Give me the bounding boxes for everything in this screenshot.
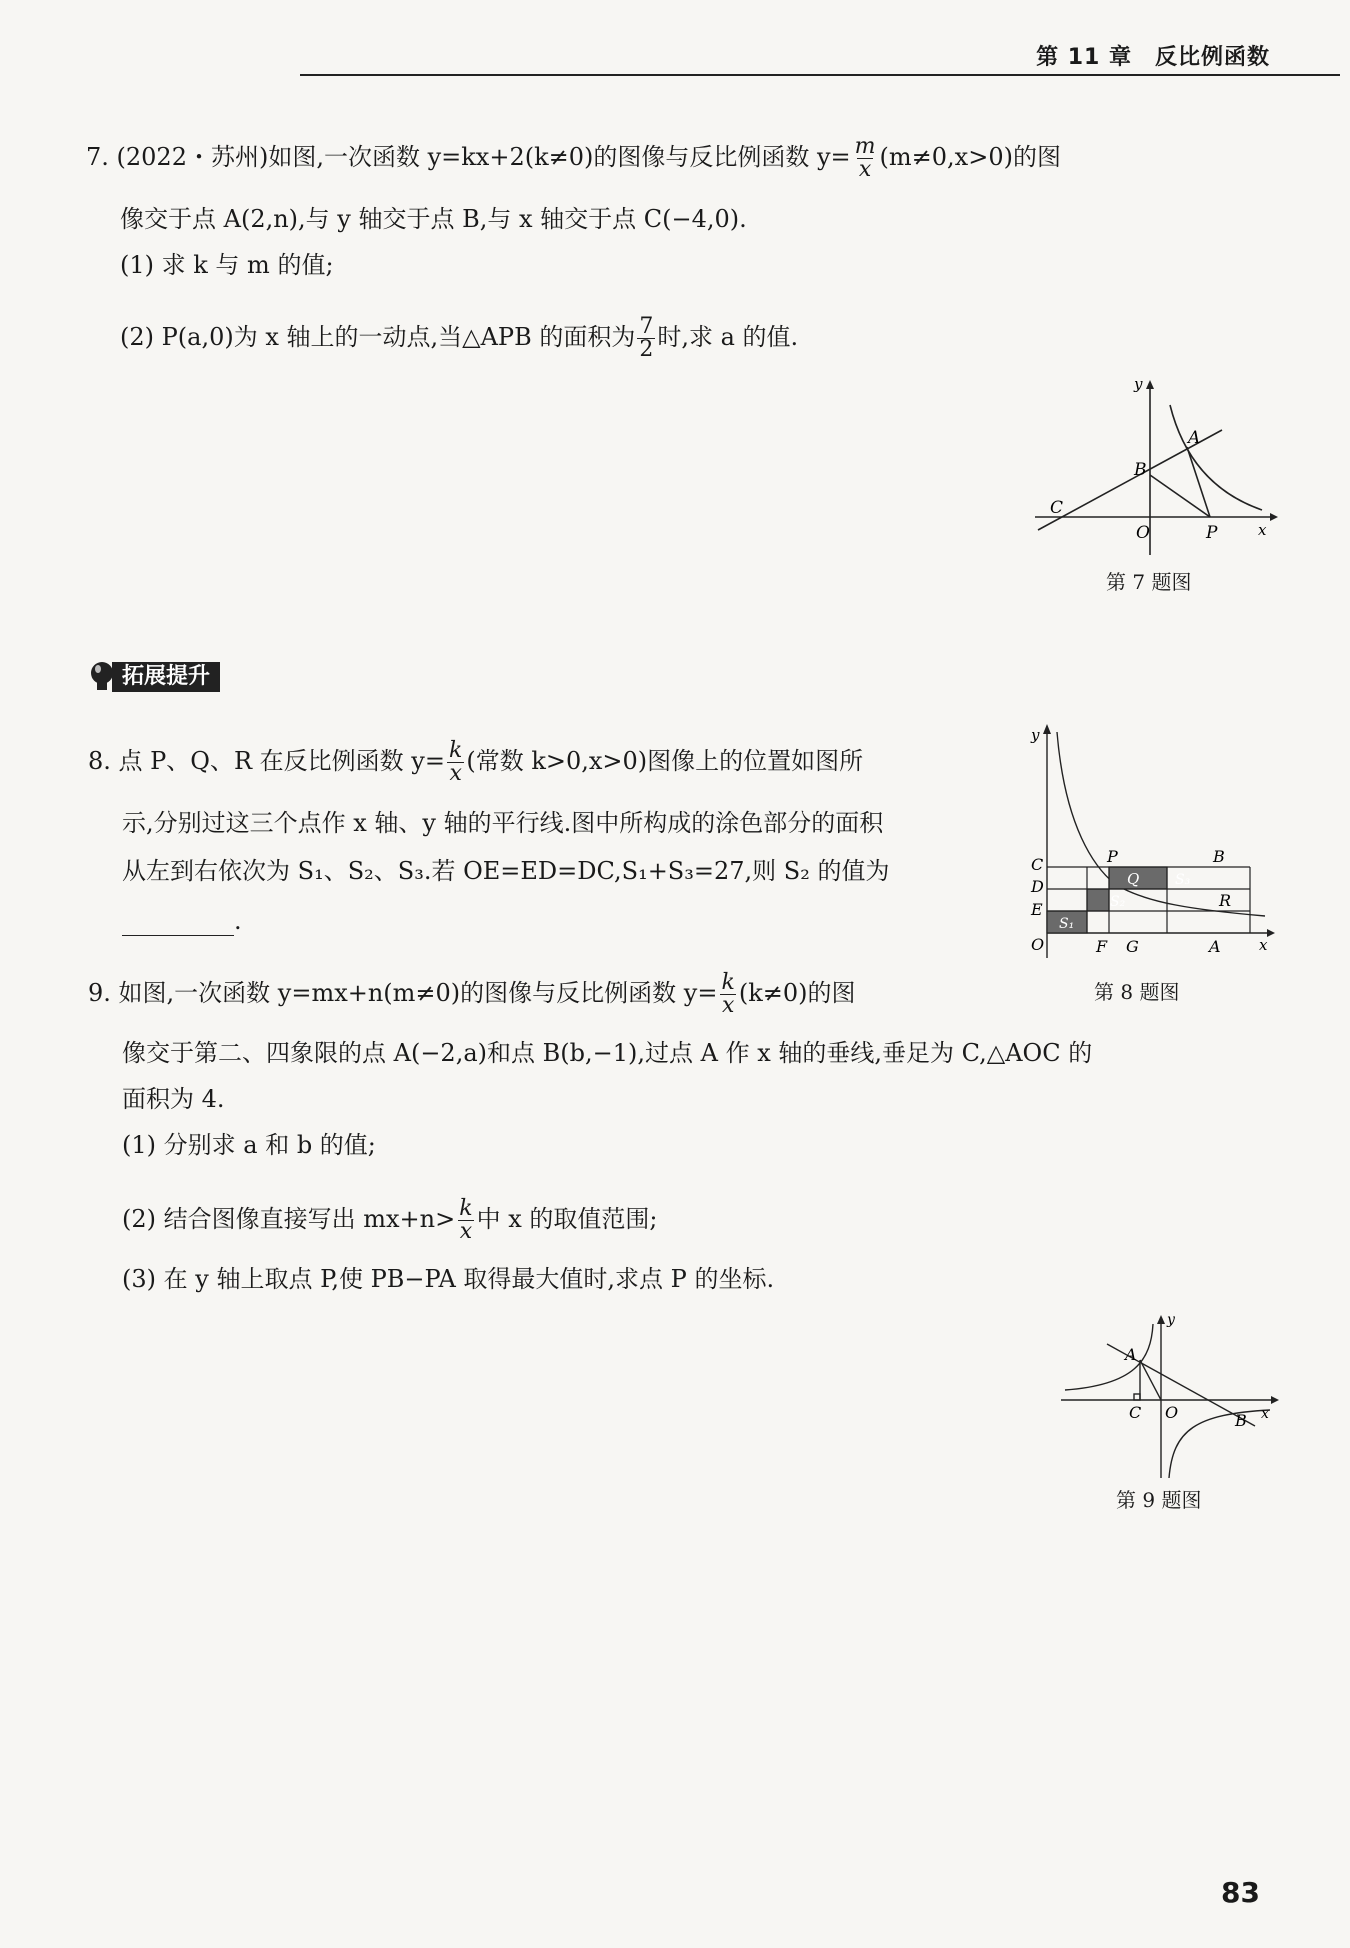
q7-label-o: O — [1136, 523, 1150, 543]
q8-label-y: y — [1031, 726, 1040, 744]
q9-figure — [1055, 1310, 1285, 1480]
q9-hyperbola-q4 — [1169, 1410, 1270, 1478]
q8-answer-blank[interactable] — [122, 913, 234, 936]
q7-part-2: (2) P(a,0)为 x 轴上的一动点,当△APB 的面积为 $\frac{7}{2}$ 时,求 a 的值. — [120, 314, 799, 362]
q8-label-a: A — [1209, 937, 1221, 956]
q7-figure — [1030, 375, 1280, 560]
q9-part-2: (2) 结合图像直接写出 mx+n> $\frac{k}{x}$ 中 x 的取值范围; — [122, 1196, 658, 1244]
chapter-header: 第 11 章 反比例函数 — [1036, 45, 1270, 70]
section-title: 拓展提升 — [112, 662, 220, 692]
q8-label-q: Q — [1127, 870, 1140, 888]
q9-caption: 第 9 题图 — [1116, 1488, 1202, 1512]
q8-label-s1: S₁ — [1059, 916, 1075, 932]
q9-label-o: O — [1165, 1403, 1179, 1422]
q8-label-c: C — [1031, 855, 1044, 874]
q7-label-b: B — [1134, 460, 1147, 480]
q7-y-arrow — [1146, 380, 1154, 389]
q8-caption: 第 8 题图 — [1094, 980, 1180, 1004]
q9-label-y: y — [1167, 1312, 1175, 1328]
q8-label-e: E — [1031, 900, 1043, 919]
q8-line-3: 从左到右依次为 S₁、S₂、S₃.若 OE=ED=DC,S₁+S₃=27,则 S₂ 的值为 — [122, 857, 890, 885]
q9-label-a: A — [1125, 1345, 1137, 1364]
q8-label-x: x — [1259, 936, 1268, 954]
q9-line-1: 9. 如图,一次函数 y=mx+n(m≠0)的图像与反比例函数 y= $\frac{k}{x}$ (k≠0)的图 — [88, 970, 856, 1018]
q8-label-b: B — [1213, 847, 1225, 866]
q8-label-s2: S₂ — [1110, 894, 1126, 910]
q9-part-1: (1) 分别求 a 和 b 的值; — [122, 1131, 376, 1159]
q8-label-g: G — [1126, 937, 1139, 956]
q7-segment-bp — [1150, 475, 1210, 517]
q7-label-x: x — [1258, 521, 1267, 539]
q8-line-1: 8. 点 P、Q、R 在反比例函数 y= $\frac{k}{x}$ (常数 k>0,x>0)图像上的位置如图所 — [88, 738, 864, 786]
q9-part-3: (3) 在 y 轴上取点 P,使 PB−PA 取得最大值时,求点 P 的坐标. — [122, 1265, 775, 1293]
q7-part-1: (1) 求 k 与 m 的值; — [120, 251, 334, 279]
q9-x-arrow — [1271, 1396, 1279, 1404]
q9-fraction-k-over-x: $\frac{k}{x}$ — [721, 970, 735, 1018]
q8-region-s2 — [1087, 889, 1109, 911]
q8-label-f: F — [1096, 937, 1108, 956]
section-badge — [88, 660, 220, 694]
q8-label-d: D — [1031, 877, 1044, 896]
header-rule — [300, 74, 1340, 76]
q9-label-b: B — [1235, 1411, 1247, 1430]
q9-line-2: 像交于第二、四象限的点 A(−2,a)和点 B(b,−1),过点 A 作 x 轴的垂线,垂足为 C,△AOC 的 — [122, 1039, 1093, 1067]
q9-segment-ao — [1140, 1360, 1161, 1400]
q9-fraction-k-over-x-2: $\frac{k}{x}$ — [459, 1196, 473, 1244]
q8-x-arrow — [1267, 929, 1275, 937]
q7-x-arrow — [1270, 513, 1278, 521]
q8-label-o: O — [1031, 935, 1045, 954]
q8-y-arrow — [1043, 724, 1051, 734]
q7-hyperbola — [1170, 405, 1262, 510]
q7-line-1: 7. (2022・苏州)如图,一次函数 y=kx+2(k≠0)的图像与反比例函数 y= $\frac{m}{x}$ (m≠0,x>0)的图 — [86, 134, 1061, 182]
q8-line-2: 示,分别过这三个点作 x 轴、y 轴的平行线.图中所构成的涂色部分的面积 — [122, 809, 884, 837]
q7-segment-ap — [1187, 447, 1210, 517]
q7-label-a: A — [1188, 428, 1201, 448]
q8-label-r: R — [1219, 891, 1232, 910]
q7-label-y: y — [1134, 375, 1143, 393]
q7-fraction-7-over-2: $\frac{7}{2}$ — [639, 314, 654, 362]
page-number: 83 — [1221, 1876, 1260, 1909]
q8-label-p: P — [1107, 847, 1118, 866]
q9-label-x: x — [1261, 1406, 1269, 1422]
q9-line-3: 面积为 4. — [122, 1085, 225, 1113]
q8-figure — [1025, 718, 1275, 958]
q7-label-c: C — [1050, 498, 1064, 518]
q9-y-arrow — [1157, 1315, 1165, 1324]
q7-caption: 第 7 题图 — [1106, 570, 1192, 594]
q7-label-p: P — [1206, 523, 1218, 543]
q7-fraction-m-over-x: $\frac{m}{x}$ — [854, 134, 876, 182]
q9-label-c: C — [1129, 1403, 1142, 1422]
q8-fraction-k-over-x: $\frac{k}{x}$ — [448, 738, 463, 786]
q7-line-2: 像交于点 A(2,n),与 y 轴交于点 B,与 x 轴交于点 C(−4,0). — [120, 205, 747, 233]
q9-right-angle-mark — [1134, 1394, 1140, 1400]
q8-answer-line: . — [122, 906, 242, 936]
q8-label-s3: S₃ — [1175, 872, 1191, 888]
